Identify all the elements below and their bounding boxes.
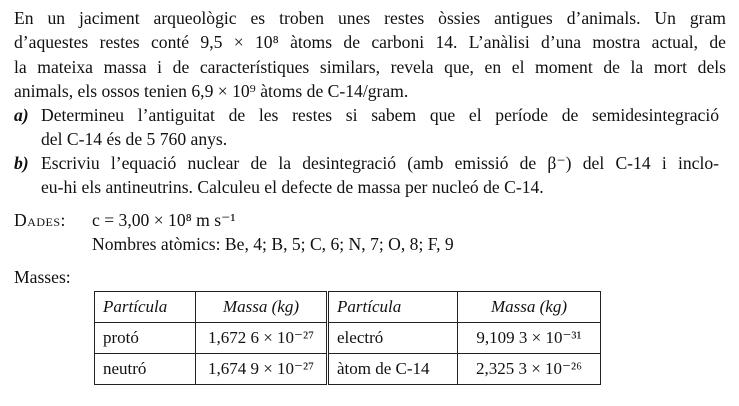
header-mass-1: Massa (kg) [196, 292, 328, 323]
statement-line-1: En un jaciment arqueològic es troben unes restes òssies antigues d’animals. Un gram [14, 8, 726, 28]
statement-line-3: la mateixa massa i de característiques similars, revela que, en el moment de la mort dels [14, 56, 726, 77]
statement-line-4: animals, els ossos tenien 6,9 × 10⁹ àtoms de C-14/gram. [14, 80, 409, 101]
particle-proton: protó [95, 323, 196, 354]
speed-of-light: c = 3,00 × 10⁸ m s⁻¹ [92, 210, 236, 230]
statement-line-2: d’aquestes restes conté 9,5 × 10⁸ àtoms de carboni 14. L’anàlisi d’una mostra actual, de [14, 32, 726, 53]
question-b-line-2: eu-hi els antineutrins. Calculeu el defecte de massa per nucleó de C-14. [41, 177, 544, 198]
question-a-label: a) [14, 105, 29, 125]
header-mass-2: Massa (kg) [458, 292, 601, 323]
mass-neutron: 1,674 9 × 10⁻²⁷ [196, 354, 328, 385]
atomic-numbers: Nombres atòmics: Be, 4; B, 5; C, 6; N, 7; O, 8; F, 9 [92, 234, 454, 254]
particle-electron: electró [328, 323, 458, 354]
table-row [95, 323, 601, 354]
header-particle-2: Partícula [328, 292, 458, 323]
table-header-row [95, 292, 601, 323]
particle-c14-atom: àtom de C-14 [328, 354, 458, 385]
mass-proton: 1,672 6 × 10⁻²⁷ [196, 323, 328, 354]
masses-label: Masses: [14, 267, 71, 287]
question-a-line-1: Determineu l’antiguitat de les restes si sabem que el període de semidesintegració [41, 105, 719, 125]
header-particle-1: Partícula [95, 292, 196, 323]
question-a-line-2: del C-14 és de 5 760 anys. [41, 129, 228, 150]
particle-neutron: neutró [95, 354, 196, 385]
table-row [95, 354, 601, 385]
question-b-line-1: Escriviu l’equació nuclear de la desintegració (amb emissió de β⁻) del C-14 i inclo- [41, 153, 719, 173]
masses-table [94, 291, 601, 385]
mass-c14-atom: 2,325 3 × 10⁻²⁶ [458, 354, 601, 385]
mass-electron: 9,109 3 × 10⁻³¹ [458, 323, 601, 354]
given-data-label: Dades: [14, 210, 66, 230]
question-b-label: b) [14, 153, 29, 173]
problem-statement [14, 6, 726, 103]
